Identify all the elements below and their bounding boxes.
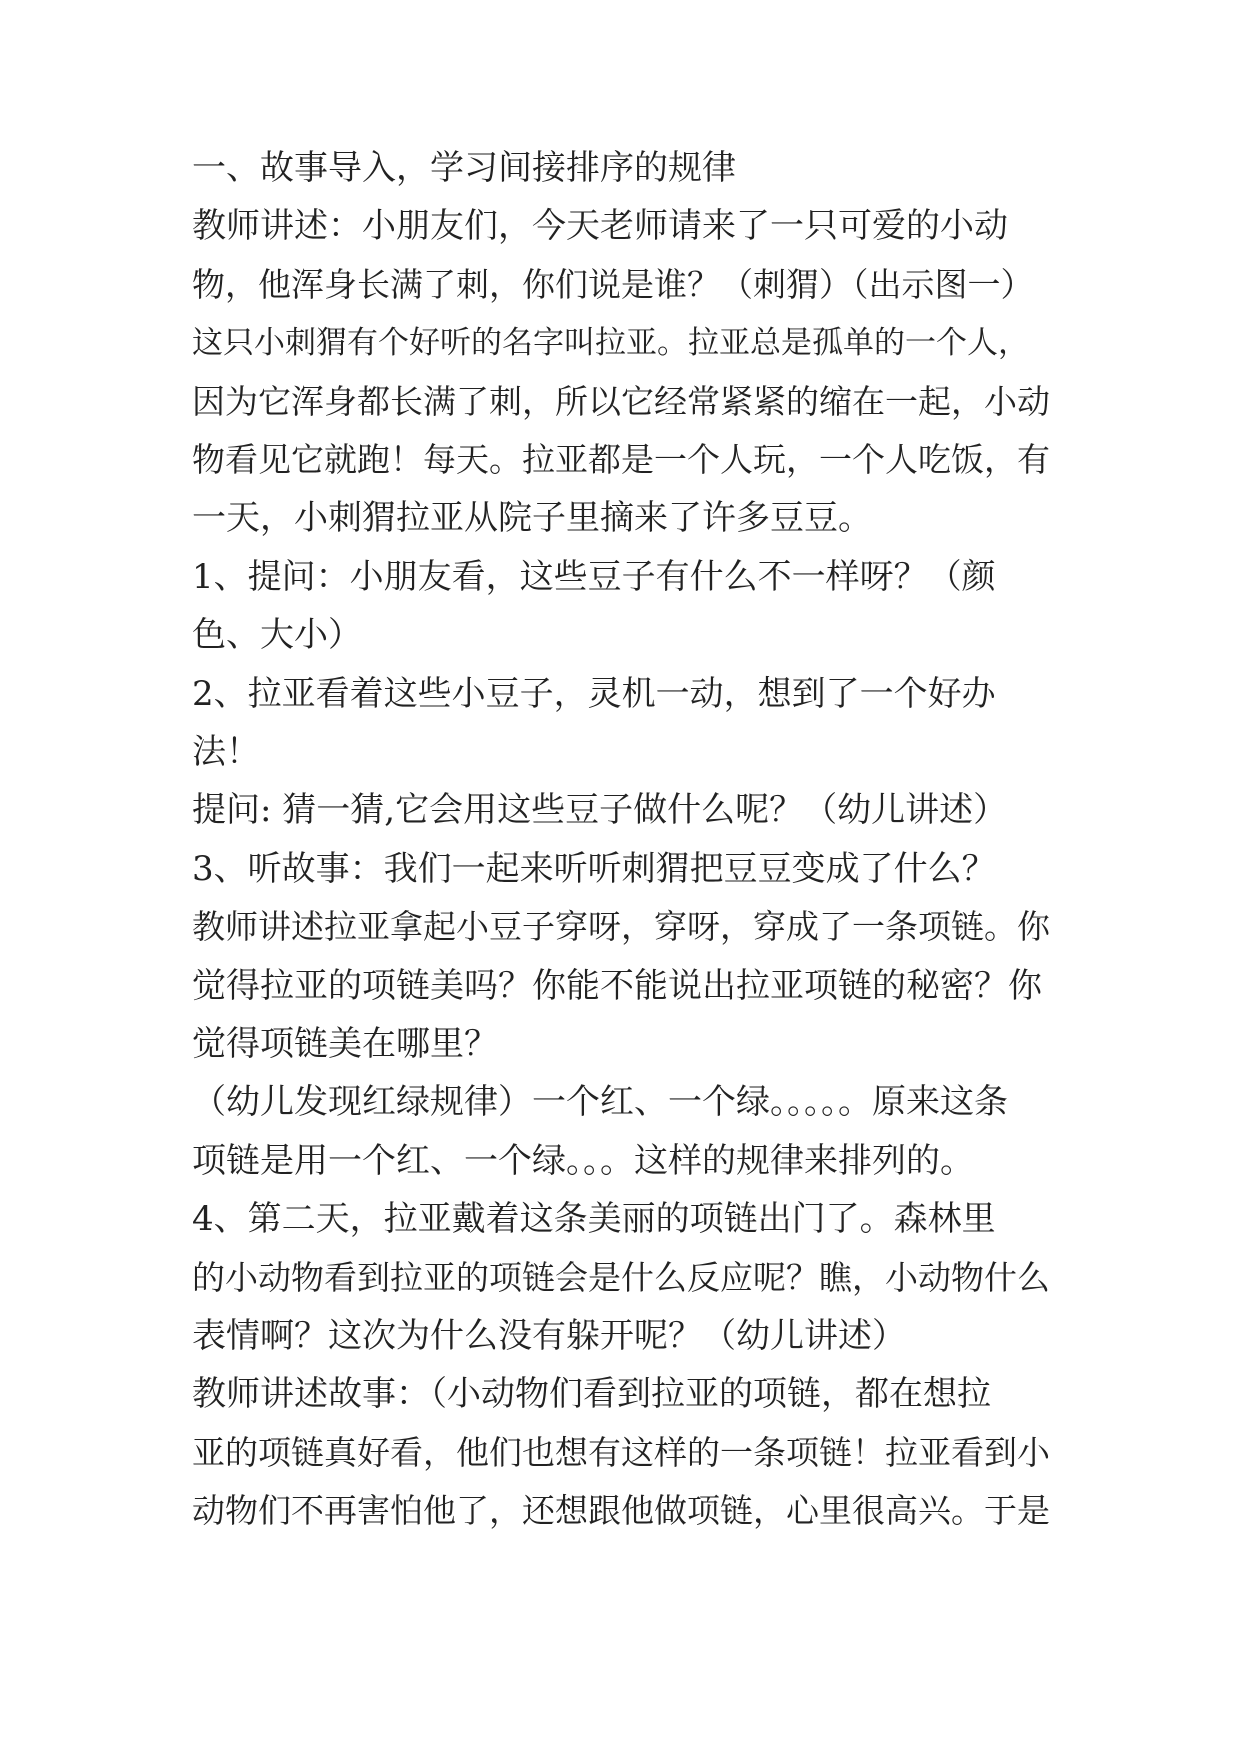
text-line: 的小动物看到拉亚的项链会是什么反应呢？瞧，小动物什么 xyxy=(192,1258,1050,1297)
text-line: 2、拉亚看着这些小豆子，灵机一动，想到了一个好办 xyxy=(192,674,996,714)
text-line: 一、故事导入，学习间接排序的规律 xyxy=(192,148,736,188)
text-line: 一天，小刺猬拉亚从院子里摘来了许多豆豆。 xyxy=(192,498,872,538)
text-line: 项链是用一个红、一个绿。。。这样的规律来排列的。 xyxy=(192,1141,974,1181)
text-line: 动物们不再害怕他了，还想跟他做项链，心里很高兴。于是 xyxy=(192,1491,1050,1530)
text-line: 教师讲述：小朋友们，今天老师请来了一只可爱的小动 xyxy=(192,206,1008,246)
text-line: 觉得项链美在哪里？ xyxy=(192,1024,498,1064)
text-line: 教师讲述故事：（小动物们看到拉亚的项链，都在想拉 xyxy=(192,1374,991,1414)
text-line: 表情啊？这次为什么没有躲开呢？（幼儿讲述） xyxy=(192,1316,906,1356)
text-line: 教师讲述拉亚拿起小豆子穿呀，穿呀，穿成了一条项链。你 xyxy=(192,907,1050,946)
text-line: （幼儿发现红绿规律）一个红、一个绿。。。。。原来这条 xyxy=(192,1082,1008,1122)
text-line: 提问: 猜一猜,它会用这些豆子做什么呢？（幼儿讲述） xyxy=(192,790,1008,830)
text-line: 物看见它就跑！每天。拉亚都是一个人玩，一个人吃饭，有 xyxy=(192,440,1050,479)
text-line: 1、提问：小朋友看，这些豆子有什么不一样呀？（颜 xyxy=(192,557,996,597)
text-line: 这只小刺猬有个好听的名字叫拉亚。拉亚总是孤单的一个人， xyxy=(192,325,1029,361)
text-line: 4、第二天，拉亚戴着这条美丽的项链出门了。森林里 xyxy=(192,1199,996,1239)
text-line: 因为它浑身都长满了刺，所以它经常紧紧的缩在一起，小动 xyxy=(192,382,1050,421)
text-line: 色、大小） xyxy=(192,615,362,655)
text-line: 物，他浑身长满了刺，你们说是谁？（刺猬）（出示图一） xyxy=(192,265,1034,304)
text-line: 法！ xyxy=(192,732,260,772)
text-line: 3、听故事：我们一起来听听刺猬把豆豆变成了什么？ xyxy=(192,849,996,889)
text-line: 觉得拉亚的项链美吗？你能不能说出拉亚项链的秘密？你 xyxy=(192,966,1042,1006)
text-line: 亚的项链真好看，他们也想有这样的一条项链！拉亚看到小 xyxy=(192,1433,1050,1472)
